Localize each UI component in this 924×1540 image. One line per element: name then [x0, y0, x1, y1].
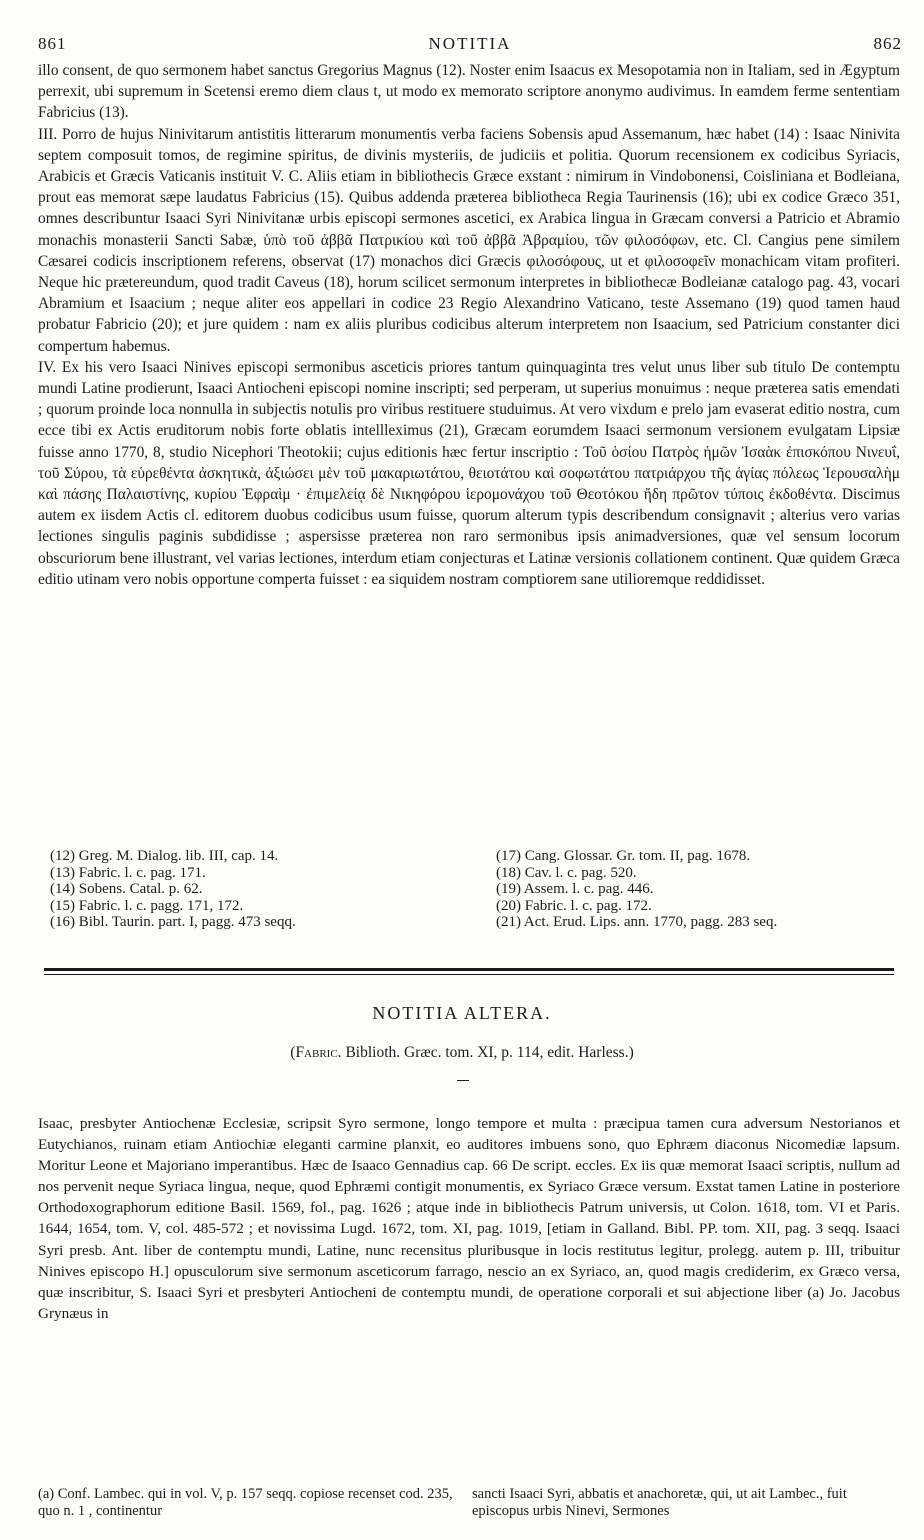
section-title: NOTITIA ALTERA. — [372, 1003, 552, 1023]
footnote: (15) Fabric. l. c. pagg. 171, 172. — [50, 897, 244, 914]
section-divider-thick — [44, 968, 894, 971]
footnote: (12) Greg. M. Dialog. lib. III, cap. 14. — [50, 848, 279, 864]
paragraph: Isaac, presbyter Antiochenæ Ecclesiæ, scripsit Syro sermone, longo tempore et multa : præcipua tamen cura adversum Nestorianos et Eutychianos, ruinam etiam Antiochiæ eleganti carmine planxit, eo auditores imbuens sono, quo Ephræm diaconus Nicomediæ lapsum. Moritur Leone et Majoriano imperantibus. Hæc de Isaaco Gennadius cap. 66 De script. eccles. Ex iis quæ memorat Isaaci scriptis, nullum ad nos pervenit neque Syriaca lingua, neque, quod Ephræmi contigit monumentis, ex Syriaco Græce versum. Exstat tamen Latine in posteriore Orthodoxographorum editione Basil. 1569, fol., pag. 1626 ; atque inde in bibliothecis Patrum universis, ut Colon. 1618, tom. VI et Paris. 1644, 1654, tom. V, col. 485-572 ; et novissima Lugd. 1672, tom. XI, pag. 1019, [etiam in Galland. Bibl. PP. tom. XII, pag. 3 seqq. Isaaci Syri presb. Ant. liber de contemptu mundi, Latine, nunc recensitus pluribusque in locis restitutus legitur, prolegg. autem p. III, tribuitur Ninives episcopo H.] opusculorum sive sermonum asceticorum farrago, nescio an ex Syriaco, an, quod magis crediderim, ex Græco versa, quæ inscribitur, S. Isaaci Syri et presbyteri Antiocheni de contemptu mundi, de operatione corporali et sui abjectione liber (a) Jo. Jacobus Grynæus in — [38, 1115, 900, 1322]
footnotes-column-right — [472, 1486, 892, 1520]
subtitle-author: Fabric. — [295, 1044, 342, 1061]
footnote: (13) Fabric. l. c. pag. 171. — [50, 864, 206, 881]
footnotes-column-left — [50, 848, 450, 931]
column-number-right: 862 — [873, 34, 902, 53]
column-number-left: 861 — [38, 34, 67, 53]
footnote: (19) Assem. l. c. pag. 446. — [496, 881, 654, 897]
running-header — [38, 34, 902, 56]
body-text-upper — [38, 60, 900, 590]
footnote: sancti Isaaci Syri, abbatis et anachoretæ, qui, ut ait Lambec., fuit episcopus urbis Ninevi, Sermones — [472, 1486, 847, 1519]
ornamental-dash — [457, 1080, 469, 1081]
footnote: (16) Bibl. Taurin. part. I, pagg. 473 seqq. — [50, 914, 296, 930]
paragraph: III. Porro de hujus Ninivitarum antistitis litterarum monumentis verba faciens Sobensis apud Assemanum, hæc habet (14) : Isaac Ninivita septem composuit tomos, de regimine spiritus, de divinis mysteriis, de judiciis et politia. Quorum recensionem ex codicibus Syriacis, Arabicis et Græcis Vaticanis instituit V. C. Aliis etiam in bibliothecis Græce exstant : nimirum in Vindobonensi, Coisliniana et Bodleiana, prout eas memorat sæpe laudatus Fabricius (15). Quibus addenda præterea bibliotheca Regia Taurinensis (16); ubi ex codice Græco 351, omnes describuntur Isaaci Syri Ninivitanæ urbis episcopi sermones ascetici, ex Arabica lingua in Græcam conversi a Patricio et Abramio monachis monasterii Sancti Sabæ, ὑπὸ τοῦ ἀββᾶ Πατρικίου καὶ τοῦ ἀββᾶ Ἀβραμίου, τῶν φιλοσόφων, etc. Cl. Cangius pene similem Cæsarei codicis inscriptionem referens, observat (17) monachos dici Græcis φιλοσόφους, ut et φιλοσοφεῖν monachicam vitam profiteri. Neque hic prætereundum, quod tradit Caveus (18), horum scilicet sermonum interpretes in bibliothecæ Bodleianæ catalogo pag. 43, vocari Abramium et Isaacium ; neque aliter eos appellari in codice 23 Regio Alexandrino Vaticano, teste Assemano (19) quod tamen haud probatur Fabricio (20); et jure quidem : nam ex aliis pluribus codicibus alterum interpretem non Isaacium, sed Patricium constanter dici compertum habemus. — [38, 125, 900, 355]
subtitle-reference: Biblioth. Græc. tom. XI, p. 114, edit. Harless.) — [345, 1044, 634, 1061]
running-title: NOTITIA — [428, 34, 512, 53]
footnote: (14) Sobens. Catal. p. 62. — [50, 881, 203, 897]
footnote: (18) Cav. l. c. pag. 520. — [496, 864, 637, 881]
footnote: (21) Act. Erud. Lips. ann. 1770, pagg. 283 seq. — [496, 914, 778, 930]
footnotes-column-right — [496, 848, 896, 931]
section-divider-thin — [44, 974, 894, 975]
paragraph: illo consent, de quo sermonem habet sanctus Gregorius Magnus (12). Noster enim Isaacus ex Mesopotamia non in Italiam, sed in Ægyptum perrexit, ubi supremum in Scetensi eremo diem claus t, ut modo ex memorato scriptore anonymo audivimus. In eamdem ferme sententiam Fabricius (13). — [38, 62, 900, 122]
subtitle-open-paren: ( — [290, 1044, 296, 1061]
footnote: (20) Fabric. l. c. pag. 172. — [496, 897, 652, 914]
paragraph: IV. Ex his vero Isaaci Ninives episcopi sermonibus asceticis priores tantum quinquaginta tres velut unus liber sub titulo De contemptu mundi Latine prodierunt, Isaaci Antiocheni episcopi nomine inscripti; sed perperam, ut superius monuimus : neque præterea satis emendati ; quorum proinde loca nonnulla in subjectis notulis pro viribus restituere studuimus. At vero vixdum e prelo jam evaserat editio nostra, cum ecce tibi ex Actis eruditorum nobis forte oblatis intellleximus (21), Græcam eorumdem Isaaci sermonum versionem evulgatam Lipsiæ fuisse anno 1770, 8, studio Nicephori Theotokii; cujus editionis hæc fertur inscriptio : Τοῦ ὁσίου Πατρὸς ἡμῶν Ἰσαὰκ ἐπισκόπου Νινευΐ, τοῦ Σύρου, τὰ εὑρεθέντα ἀσκητικὰ, ἀξιώσει μὲν τοῦ μακαριωτάτου, θειοτάτου καὶ σοφωτάτου πατριάρχου τῆς ἁγίας πόλεως Ἱερουσαλὴμ καὶ πάσης Παλαιστίνης, κυρίου Ἐφραὶμ · ἐπιμελείᾳ δὲ Νικηφόρου ἱερομονάχου τοῦ Θεοτόκου ἤδη πρῶτον τύποις ἐκδοθέντα. Discimus autem ex iisdem Actis cl. editorem duobus codicibus usum fuisse, quorum alterum typis describendum consignavit ; alterius vero varias lectiones singulis paginis subdidisse ; aspersisse præterea non raro sermonibus ipsis animadversiones, quæ vel sensum locorum obscuriorum bene illustrant, vel varias lectiones, interdum etiam conjecturas et Latinæ versionis collationem continent. Quæ quidem Græca editio utinam vero nobis opportune comperta fuisset : ea siquidem nostram comptiorem sane utilioremque reddidisset. — [38, 358, 900, 588]
footnote: (a) Conf. Lambec. qui in vol. V, p. 157 seqq. copiose recenset cod. 235, quo n. 1 , continentur — [38, 1486, 453, 1519]
footnotes-column-left — [38, 1486, 458, 1520]
section-subtitle — [0, 1044, 924, 1062]
body-text-lower — [38, 1113, 900, 1324]
footnote: (17) Cang. Glossar. Gr. tom. II, pag. 1678. — [496, 848, 751, 864]
